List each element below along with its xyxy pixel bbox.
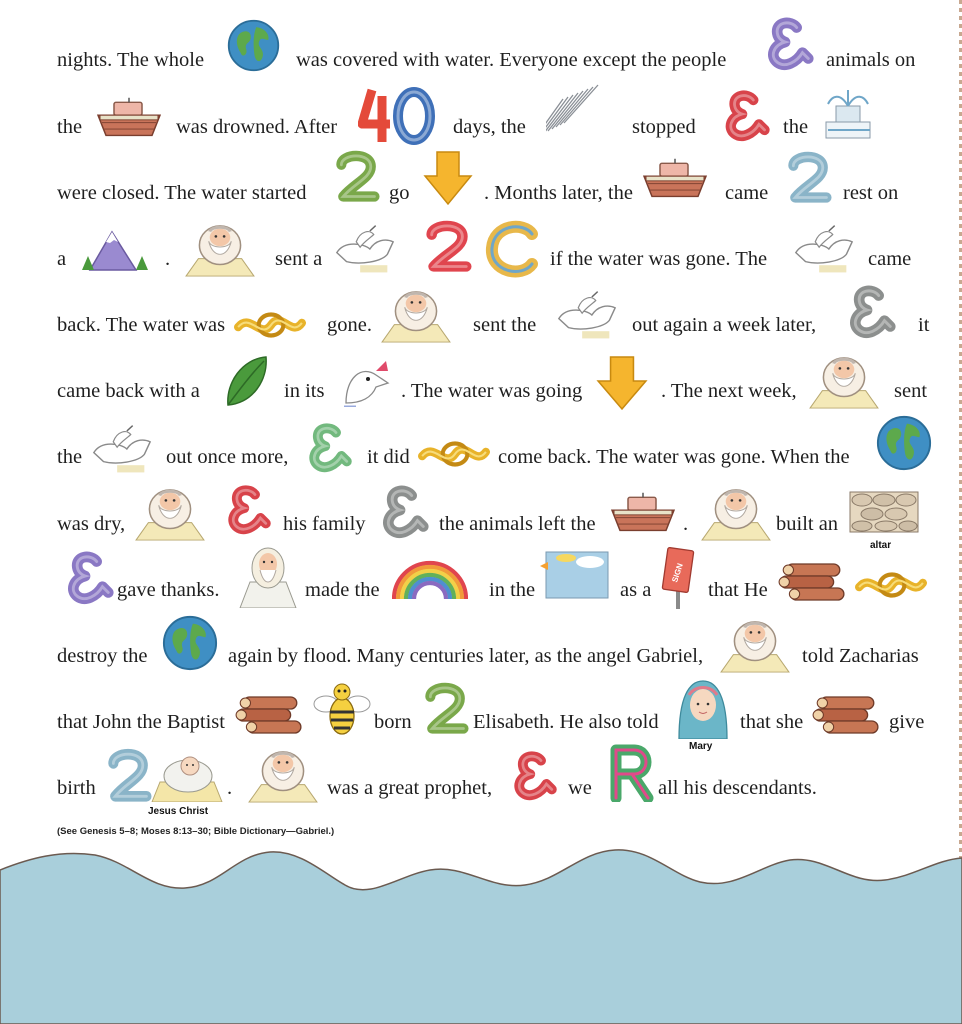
rebus-line-10-text: again by flood. Many centuries later, as the angel Gabriel, xyxy=(228,645,704,667)
logs-icon xyxy=(810,691,882,741)
rebus-line-12-text: we xyxy=(568,777,592,799)
rebus-line-6-text: . The next week, xyxy=(661,380,797,402)
number-two-icon xyxy=(786,149,832,205)
earth-icon xyxy=(875,414,933,472)
rebus-line-11-text: that John the Baptist xyxy=(57,711,225,733)
number-two-icon xyxy=(424,218,472,274)
rebus-line-3-text: . Months later, the xyxy=(484,182,633,204)
mountain-icon xyxy=(80,226,150,272)
rebus-line-11-text: that she xyxy=(740,711,804,733)
rebus-line-8-text: . xyxy=(683,513,689,535)
rebus-line-8-text: his family xyxy=(283,513,366,535)
rebus-line-3-text: go xyxy=(389,182,410,204)
altar-label: altar xyxy=(870,540,892,551)
knot-icon xyxy=(418,433,490,475)
noah-icon xyxy=(184,220,256,278)
rain-icon xyxy=(546,83,610,139)
svg-text:SIGN: SIGN xyxy=(670,562,685,584)
ampersand-icon xyxy=(373,482,431,540)
rebus-line-11-text: give xyxy=(889,711,925,733)
rebus-line-4-text: came xyxy=(868,248,912,270)
mary-label: Mary xyxy=(689,741,713,752)
dove-beak-icon xyxy=(342,357,392,407)
water-waves xyxy=(0,830,962,1024)
heavenly-father-icon xyxy=(236,542,300,608)
ark-icon xyxy=(608,490,678,536)
footnote: (See Genesis 5–8; Moses 8:13–30; Bible Dictionary—Gabriel.) xyxy=(57,826,335,837)
fountain-icon xyxy=(818,86,878,142)
rebus-line-6-text: . The water was going xyxy=(401,380,583,402)
ampersand-icon xyxy=(716,87,772,143)
noah-icon xyxy=(719,616,791,674)
rebus-line-3-text: were closed. The water started xyxy=(57,182,307,204)
rebus-line-6-text: sent xyxy=(894,380,928,402)
rebus-line-11-text: Elisabeth. He also told xyxy=(473,711,659,733)
noah-icon xyxy=(380,286,452,344)
rebus-line-10-text: told Zacharias xyxy=(802,645,919,667)
rebus-line-9-text: made the xyxy=(305,579,380,601)
rebus-line-4-text: . xyxy=(165,248,171,270)
rebus-line-11-text: born xyxy=(374,711,412,733)
sign-icon xyxy=(661,547,695,609)
dove-icon xyxy=(331,222,399,276)
rebus-line-5-text: back. The water was xyxy=(57,314,226,336)
ark-icon xyxy=(94,95,164,141)
number-two-icon xyxy=(106,746,152,804)
rebus-line-5-text: out again a week later, xyxy=(632,314,817,336)
letter-r-icon xyxy=(606,744,656,802)
ampersand-icon xyxy=(300,420,354,474)
noah-icon xyxy=(700,484,772,542)
ampersand-icon xyxy=(505,748,559,802)
rebus-line-9-text: in the xyxy=(489,579,536,601)
rebus-line-7-text: the xyxy=(57,446,83,468)
ampersand-icon xyxy=(840,282,898,340)
rebus-line-8-text: built an xyxy=(776,513,839,535)
rebus-line-2-text: stopped xyxy=(632,116,696,138)
knot-icon xyxy=(234,304,306,346)
mary-icon xyxy=(675,677,731,739)
rebus-line-12-text: all his descendants. xyxy=(658,777,817,799)
rebus-line-2-text: the xyxy=(57,116,83,138)
rebus-line-7-text: it did xyxy=(367,446,410,468)
rebus-line-9-text: as a xyxy=(620,579,652,601)
ampersand-icon xyxy=(219,482,273,536)
rebus-line-7-text: come back. The water was gone. When the xyxy=(498,446,850,468)
rebus-line-4-text: sent a xyxy=(275,248,323,270)
rebus-line-4-text: a xyxy=(57,248,67,270)
letter-c-icon xyxy=(484,220,540,278)
rebus-line-1-text: was covered with water. Everyone except the people xyxy=(296,49,727,71)
rebus-line-3-text: came xyxy=(725,182,769,204)
ark-icon xyxy=(640,156,710,202)
earth-icon xyxy=(226,18,281,73)
ampersand-icon xyxy=(58,548,116,606)
rainbow-icon xyxy=(392,557,468,599)
altar-icon xyxy=(848,488,920,534)
logs-icon xyxy=(233,691,305,741)
number-two-icon xyxy=(334,148,380,204)
noah-icon xyxy=(808,352,880,410)
noah-icon xyxy=(134,484,206,542)
dove-icon xyxy=(553,288,621,342)
rebus-line-3-text: rest on xyxy=(843,182,899,204)
noah-icon xyxy=(247,746,319,804)
rebus-line-6-text: came back with a xyxy=(57,380,200,402)
rebus-line-1-text: animals on xyxy=(826,49,916,71)
leaf-icon xyxy=(222,353,270,409)
bee-icon xyxy=(312,680,372,738)
rebus-line-6-text: in its xyxy=(284,380,325,402)
rebus-line-2-text: was drowned. After xyxy=(176,116,338,138)
rebus-line-8-text: the animals left the xyxy=(439,513,596,535)
rebus-line-2-text: days, the xyxy=(453,116,526,138)
dove-icon xyxy=(790,222,858,276)
jesus-christ-icon xyxy=(150,746,224,802)
earth-icon xyxy=(161,614,219,672)
rebus-line-12-text: was a great prophet, xyxy=(327,777,493,799)
rebus-line-12-text: . xyxy=(227,777,233,799)
rebus-line-9-text: gave thanks. xyxy=(117,579,220,601)
rebus-line-2-text: the xyxy=(783,116,809,138)
rebus-line-5-text: gone. xyxy=(327,314,372,336)
logs-icon xyxy=(776,558,848,608)
arrow-down-icon xyxy=(596,355,648,411)
ampersand-icon xyxy=(758,14,816,72)
arrow-down-icon xyxy=(423,150,473,206)
number-two-icon xyxy=(423,680,469,736)
heaven-icon xyxy=(540,550,610,600)
rebus-line-10-text: destroy the xyxy=(57,645,148,667)
jesus-christ-label: Jesus Christ xyxy=(148,806,209,817)
knot-icon xyxy=(855,564,927,606)
rebus-line-5-text: it xyxy=(918,314,930,336)
number-forty-icon xyxy=(358,86,438,146)
rebus-line-5-text: sent the xyxy=(473,314,537,336)
rebus-line-4-text: if the water was gone. The xyxy=(550,248,768,270)
rebus-line-7-text: out once more, xyxy=(166,446,289,468)
rebus-line-8-text: was dry, xyxy=(57,513,126,535)
rebus-line-9-text: that He xyxy=(708,579,768,601)
rebus-line-12-text: birth xyxy=(57,777,96,799)
rebus-line-1-text: nights. The whole xyxy=(57,49,205,71)
dove-icon xyxy=(88,422,156,476)
